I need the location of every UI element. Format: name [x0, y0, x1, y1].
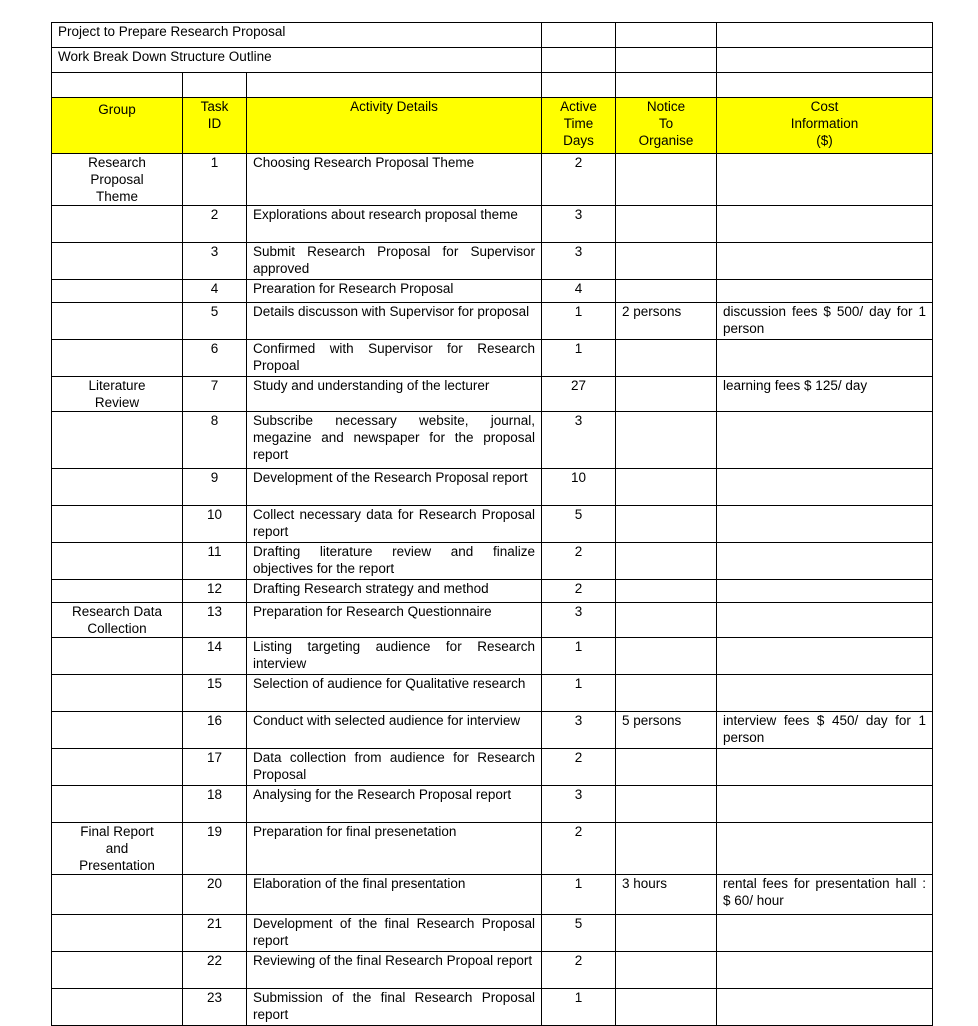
table-row	[52, 340, 933, 377]
activity-details: Data collection from audience for Research Proposal	[247, 749, 542, 786]
task-id: 4	[183, 280, 247, 303]
notice-to-organise	[616, 412, 717, 469]
activity-details: Drafting Research strategy and method	[247, 580, 542, 603]
cost-information	[717, 675, 933, 712]
active-time-days: 3	[542, 243, 616, 280]
active-time-days: 3	[542, 412, 616, 469]
activity-details: Submission of the final Research Proposal report	[247, 989, 542, 1026]
group-cell	[52, 469, 183, 506]
cost-information	[717, 603, 933, 638]
activity-details: Subscribe necessary website, journal, megazine and newspaper for the proposal report	[247, 412, 542, 469]
activity-details: Prearation for Research Proposal	[247, 280, 542, 303]
group-cell	[52, 875, 183, 915]
cost-information	[717, 952, 933, 989]
cost-information: rental fees for presentation hall : $ 60/ hour	[717, 875, 933, 915]
group-label-line: Final Report	[80, 824, 154, 839]
group-cell	[52, 712, 183, 749]
active-time-days: 2	[542, 543, 616, 580]
group-cell	[52, 303, 183, 340]
group-cell	[52, 915, 183, 952]
group-cell	[52, 280, 183, 303]
notice-to-organise	[616, 823, 717, 875]
notice-to-organise	[616, 603, 717, 638]
task-id: 22	[183, 952, 247, 989]
task-id: 8	[183, 412, 247, 469]
table-row	[52, 875, 933, 915]
cost-information	[717, 989, 933, 1026]
active-time-days: 27	[542, 377, 616, 412]
notice-to-organise	[616, 377, 717, 412]
notice-to-organise	[616, 506, 717, 543]
header-active-time: Active Time Days	[542, 98, 616, 154]
task-id: 3	[183, 243, 247, 280]
header-group: Group	[52, 98, 183, 154]
group-cell	[52, 989, 183, 1026]
group-label-line: Review	[94, 395, 140, 410]
notice-to-organise	[616, 638, 717, 675]
active-time-days: 2	[542, 749, 616, 786]
task-id: 15	[183, 675, 247, 712]
cost-information	[717, 543, 933, 580]
activity-details: Listing targeting audience for Research interview	[247, 638, 542, 675]
task-id: 14	[183, 638, 247, 675]
wbs-subtitle: Work Break Down Structure Outline	[52, 48, 542, 73]
notice-to-organise	[616, 280, 717, 303]
header-cost: Cost Information ($)	[717, 98, 933, 154]
active-time-days: 1	[542, 875, 616, 915]
table-row	[52, 638, 933, 675]
notice-to-organise	[616, 952, 717, 989]
blank-row	[52, 73, 933, 98]
group-label-line: Theme	[95, 189, 139, 204]
activity-details: Preparation for final presenetation	[247, 823, 542, 875]
group-cell	[52, 340, 183, 377]
table-row	[52, 303, 933, 340]
group-cell	[52, 580, 183, 603]
activity-details: Development of the Research Proposal report	[247, 469, 542, 506]
notice-to-organise	[616, 675, 717, 712]
cost-information	[717, 580, 933, 603]
table-row	[52, 749, 933, 786]
table-row	[52, 823, 933, 875]
notice-to-organise	[616, 206, 717, 243]
title-row	[52, 23, 933, 48]
group-label-line: Literature	[88, 378, 146, 393]
active-time-days: 3	[542, 603, 616, 638]
activity-details: Study and understanding of the lecturer	[247, 377, 542, 412]
notice-to-organise: 3 hours	[616, 875, 717, 915]
table-row	[52, 280, 933, 303]
cost-information	[717, 506, 933, 543]
table-row	[52, 675, 933, 712]
task-id: 2	[183, 206, 247, 243]
notice-to-organise	[616, 543, 717, 580]
group-cell	[52, 638, 183, 675]
task-id: 11	[183, 543, 247, 580]
active-time-days: 1	[542, 989, 616, 1026]
activity-details: Selection of audience for Qualitative research	[247, 675, 542, 712]
notice-to-organise	[616, 915, 717, 952]
task-id: 5	[183, 303, 247, 340]
group-label-line: Research	[88, 155, 146, 170]
task-id: 17	[183, 749, 247, 786]
header-activity: Activity Details	[247, 98, 542, 154]
task-id: 16	[183, 712, 247, 749]
task-id: 9	[183, 469, 247, 506]
group-label-line: Presentation	[79, 858, 155, 873]
active-time-days: 2	[542, 823, 616, 875]
table-row	[52, 603, 933, 638]
cost-information	[717, 340, 933, 377]
wbs-table	[51, 22, 933, 1026]
activity-details: Choosing Research Proposal Theme	[247, 154, 542, 206]
cost-information: discussion fees $ 500/ day for 1 person	[717, 303, 933, 340]
group-cell	[52, 675, 183, 712]
group-cell	[52, 506, 183, 543]
table-row	[52, 989, 933, 1026]
task-id: 23	[183, 989, 247, 1026]
group-label	[52, 823, 183, 875]
active-time-days: 1	[542, 340, 616, 377]
group-label	[52, 603, 183, 638]
activity-details: Explorations about research proposal theme	[247, 206, 542, 243]
task-id: 13	[183, 603, 247, 638]
group-cell	[52, 543, 183, 580]
notice-to-organise	[616, 749, 717, 786]
table-row	[52, 412, 933, 469]
task-id: 19	[183, 823, 247, 875]
activity-details: Confirmed with Supervisor for Research Propoal	[247, 340, 542, 377]
active-time-days: 1	[542, 638, 616, 675]
header-task-id: Task ID	[183, 98, 247, 154]
cost-information	[717, 823, 933, 875]
task-id: 12	[183, 580, 247, 603]
group-label-line: Collection	[87, 621, 147, 636]
group-cell	[52, 786, 183, 823]
cost-information	[717, 280, 933, 303]
activity-details: Elaboration of the final presentation	[247, 875, 542, 915]
active-time-days: 3	[542, 712, 616, 749]
notice-to-organise: 5 persons	[616, 712, 717, 749]
cost-information	[717, 206, 933, 243]
table-row	[52, 154, 933, 206]
group-label	[52, 154, 183, 206]
active-time-days: 5	[542, 915, 616, 952]
active-time-days: 10	[542, 469, 616, 506]
active-time-days: 1	[542, 675, 616, 712]
task-id: 7	[183, 377, 247, 412]
group-cell	[52, 243, 183, 280]
activity-details: Development of the final Research Proposal report	[247, 915, 542, 952]
activity-details: Drafting literature review and finalize objectives for the report	[247, 543, 542, 580]
notice-to-organise	[616, 243, 717, 280]
group-label-line: and	[105, 841, 129, 856]
notice-to-organise	[616, 580, 717, 603]
header-row	[52, 98, 933, 154]
table-row	[52, 786, 933, 823]
cost-information: interview fees $ 450/ day for 1 person	[717, 712, 933, 749]
active-time-days: 3	[542, 206, 616, 243]
group-cell	[52, 206, 183, 243]
notice-to-organise: 2 persons	[616, 303, 717, 340]
cost-information	[717, 638, 933, 675]
activity-details: Submit Research Proposal for Supervisor approved	[247, 243, 542, 280]
activity-details: Preparation for Research Questionnaire	[247, 603, 542, 638]
active-time-days: 2	[542, 952, 616, 989]
notice-to-organise	[616, 786, 717, 823]
table-row	[52, 952, 933, 989]
active-time-days: 2	[542, 154, 616, 206]
table-row	[52, 915, 933, 952]
cost-information	[717, 915, 933, 952]
task-id: 18	[183, 786, 247, 823]
cost-information	[717, 749, 933, 786]
table-row	[52, 243, 933, 280]
group-label-line: Research Data	[71, 604, 163, 619]
project-title: Project to Prepare Research Proposal	[52, 23, 542, 48]
table-row	[52, 543, 933, 580]
activity-details: Conduct with selected audience for interview	[247, 712, 542, 749]
active-time-days: 3	[542, 786, 616, 823]
cost-information	[717, 243, 933, 280]
notice-to-organise	[616, 989, 717, 1026]
cost-information	[717, 786, 933, 823]
table-row	[52, 712, 933, 749]
group-cell	[52, 952, 183, 989]
header-notice: Notice To Organise	[616, 98, 717, 154]
table-row	[52, 469, 933, 506]
activity-details: Details discusson with Supervisor for proposal	[247, 303, 542, 340]
task-id: 21	[183, 915, 247, 952]
table-row	[52, 377, 933, 412]
cost-information	[717, 154, 933, 206]
group-cell	[52, 749, 183, 786]
notice-to-organise	[616, 154, 717, 206]
subtitle-row	[52, 48, 933, 73]
group-label	[52, 377, 183, 412]
notice-to-organise	[616, 340, 717, 377]
task-id: 1	[183, 154, 247, 206]
cost-information: learning fees $ 125/ day	[717, 377, 933, 412]
activity-details: Reviewing of the final Research Propoal report	[247, 952, 542, 989]
table-row	[52, 580, 933, 603]
cost-information	[717, 469, 933, 506]
notice-to-organise	[616, 469, 717, 506]
active-time-days: 1	[542, 303, 616, 340]
activity-details: Analysing for the Research Proposal report	[247, 786, 542, 823]
cost-information	[717, 412, 933, 469]
group-label-line: Proposal	[90, 172, 144, 187]
table-row	[52, 206, 933, 243]
table-row	[52, 506, 933, 543]
task-id: 6	[183, 340, 247, 377]
task-id: 20	[183, 875, 247, 915]
activity-details: Collect necessary data for Research Proposal report	[247, 506, 542, 543]
active-time-days: 2	[542, 580, 616, 603]
task-id: 10	[183, 506, 247, 543]
active-time-days: 4	[542, 280, 616, 303]
group-cell	[52, 412, 183, 469]
active-time-days: 5	[542, 506, 616, 543]
